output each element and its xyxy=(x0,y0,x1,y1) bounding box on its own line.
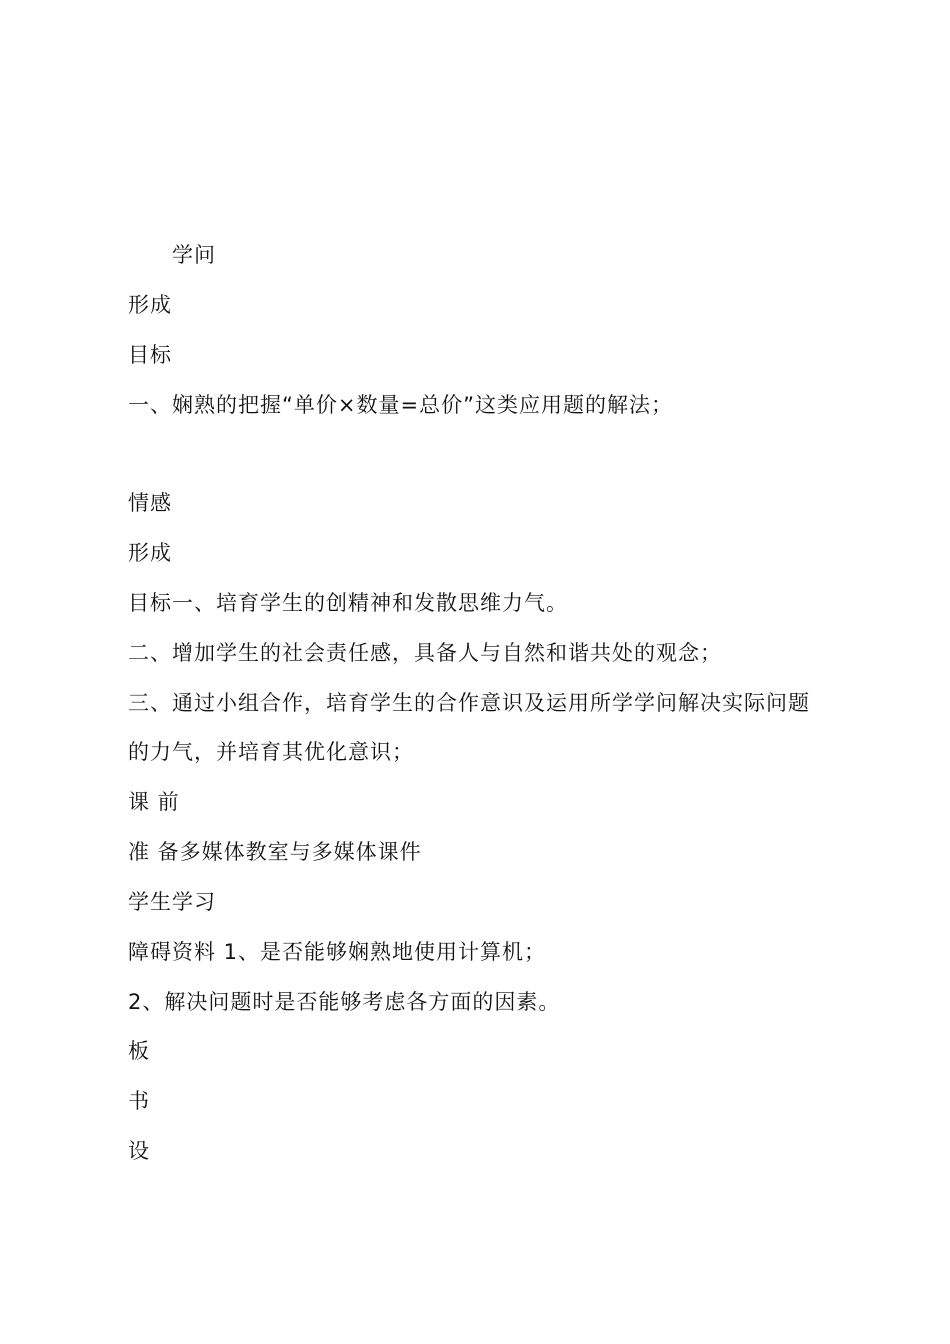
text-line: 学生学习 xyxy=(128,890,216,914)
text-line: 2、解决问题时是否能够考虑各方面的因素。 xyxy=(128,990,561,1014)
text-line: 的力气，并培育其优化意识； xyxy=(128,740,414,764)
text-line: 一、娴熟的把握“单价×数量=总价”这类应用题的解法； xyxy=(128,393,673,417)
text-line: 学问 xyxy=(172,243,216,267)
text-line: 目标一、培育学生的创精神和发散思维力气。 xyxy=(128,591,568,615)
text-line: 障碍资料 1、是否能够娴熟地使用计算机； xyxy=(128,940,547,964)
text-line: 情感 xyxy=(128,491,172,515)
text-line: 形成 xyxy=(128,541,172,565)
text-line: 书 xyxy=(128,1089,150,1113)
text-line: 形成 xyxy=(128,293,172,317)
text-line: 课 前 xyxy=(128,790,180,814)
text-line: 二、增加学生的社会责任感，具备人与自然和谐共处的观念； xyxy=(128,641,722,665)
text-line: 目标 xyxy=(128,343,172,367)
text-line: 三、通过小组合作，培育学生的合作意识及运用所学学问解决实际问题 xyxy=(128,691,810,715)
text-line: 设 xyxy=(128,1139,150,1163)
text-line: 准 备多媒体教室与多媒体课件 xyxy=(128,840,422,864)
text-line: 板 xyxy=(128,1039,150,1063)
